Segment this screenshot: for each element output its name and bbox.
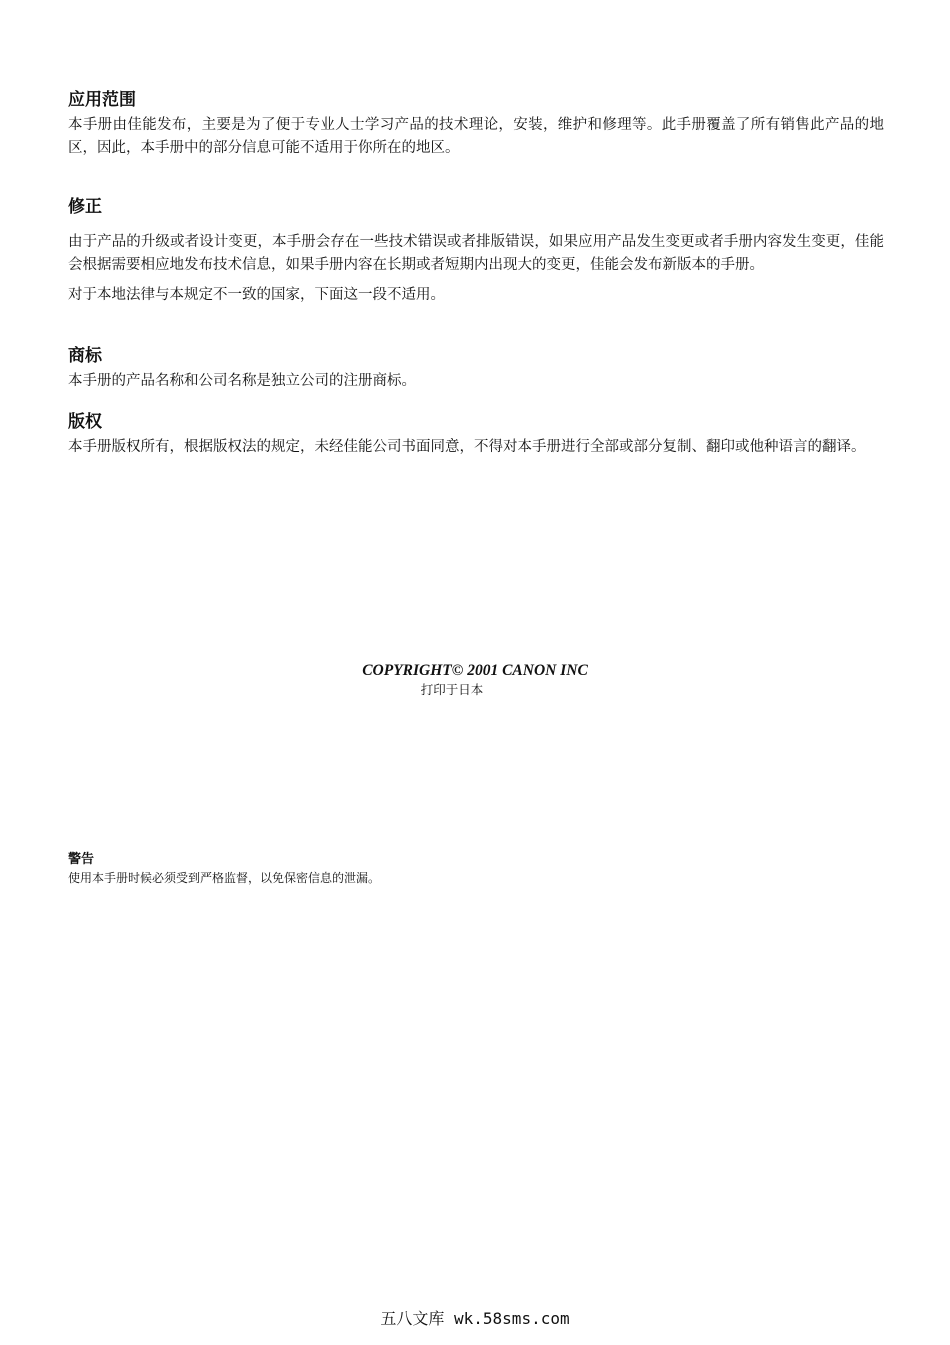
section-paragraph: 本手册版权所有，根据版权法的规定，未经佳能公司书面同意，不得对本手册进行全部或部分复制、翻印或他种语言的翻译。 [68,439,866,455]
section-paragraph: 由于产品的升级或者设计变更，本手册会存在一些技术错误或者排版错误，如果应用产品发生变更或者手册内容发生变更，佳能会根据需要相应地发布技术信息，如果手册内容在长期或者短期内出现大的变更，佳能会发布新版本的手册。 [68,234,884,273]
warning-title: 警告 [68,852,95,867]
warning-text: 使用本手册时候必须受到严格监督，以免保密信息的泄漏。 [68,871,381,885]
section-title-scope: 应用范围 [68,90,136,110]
section-title-trademark: 商标 [68,346,102,366]
section-scope [68,89,884,160]
section-paragraph: 对于本地法律与本规定不一致的国家，下面这一段不适用。 [68,287,445,303]
section-title-copyright: 版权 [68,412,102,432]
copyright-line: COPYRIGHT© 2001 CANON INC [362,662,588,679]
section-copyright [68,411,884,459]
footer-watermark: 五八文库 wk.58sms.com [380,1309,570,1328]
section-title-revision: 修正 [68,197,102,217]
section-paragraph: 本手册由佳能发布，主要是为了便于专业人士学习产品的技术理论，安装，维护和修理等。此手册覆盖了所有销售此产品的地区，因此，本手册中的部分信息可能不适用于你所在的地区。 [68,117,884,156]
section-revision [68,196,884,307]
warning-block [68,851,884,887]
section-trademark [68,345,884,393]
printed-in-line: 打印于日本 [420,682,484,697]
copyright-notice [0,661,950,698]
section-paragraph: 本手册的产品名称和公司名称是独立公司的注册商标。 [68,373,416,389]
